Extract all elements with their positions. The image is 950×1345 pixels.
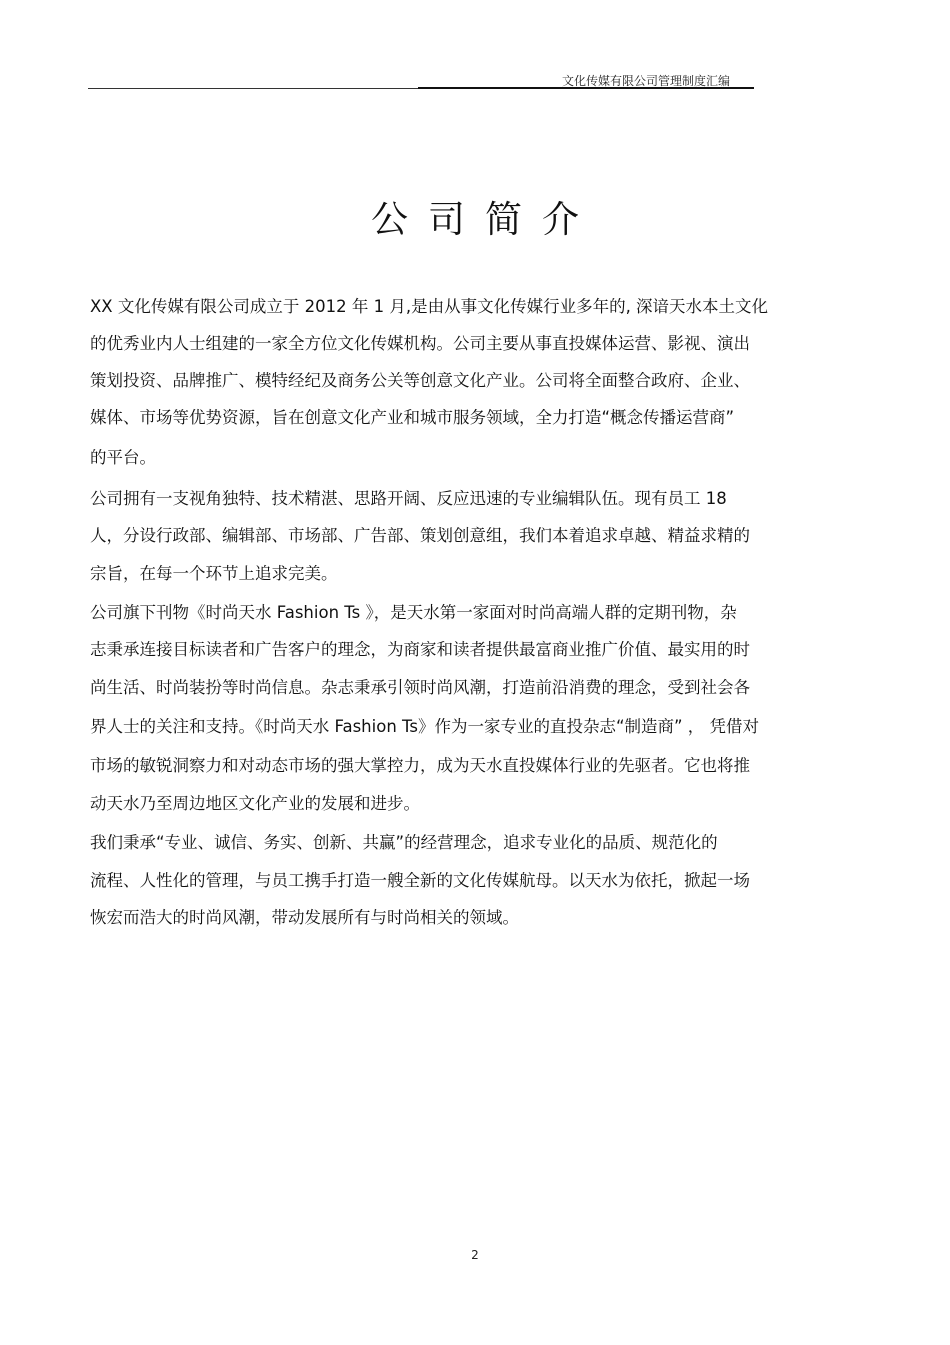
paragraph-4-line-3: 恢宏而浩大的时尚风潮，带动发展所有与时尚相关的领域。 <box>90 908 519 927</box>
paragraph-1-line-1: XX 文化传媒有限公司成立于 2012 年 1 月,是由从事文化传媒行业多年的, 深谙天水本土文化 <box>90 297 769 316</box>
paragraph-3-line-2: 志秉承连接目标读者和广告客户的理念，为商家和读者提供最富商业推广价值、最实用的时 <box>90 640 750 659</box>
paragraph-3-line-3: 尚生活、时尚装扮等时尚信息。杂志秉承引领时尚风潮，打造前沿消费的理念，受到社会各 <box>90 678 750 697</box>
paragraph-1-line-4: 媒体、市场等优势资源，旨在创意文化产业和城市服务领域，全力打造“概念传播运营商” <box>90 408 735 427</box>
paragraph-1-line-3: 策划投资、品牌推广、模特经纪及商务公关等创意文化产业。公司将全面整合政府、企业、 <box>90 371 750 390</box>
paragraph-3-line-6: 动天水乃至周边地区文化产业的发展和进步。 <box>90 794 420 813</box>
page-number: 2 <box>471 1248 479 1262</box>
paragraph-2-line-1: 公司拥有一支视角独特、技术精湛、思路开阔、反应迅速的专业编辑队伍。现有员工 18 <box>90 489 727 508</box>
paragraph-1-line-5: 的平台。 <box>90 448 156 467</box>
paragraph-2-line-2: 人，分设行政部、编辑部、市场部、广告部、策划创意组，我们本着追求卓越、精益求精的 <box>90 526 750 545</box>
paragraph-1-line-2: 的优秀业内人士组建的一家全方位文化传媒机构。公司主要从事直投媒体运营、影视、演出 <box>90 334 750 353</box>
paragraph-3-line-4: 界人士的关注和支持。《时尚天水 Fashion Ts》作为一家专业的直投杂志“制造商” ， 凭借对 <box>90 717 760 736</box>
page-header <box>88 70 754 90</box>
paragraph-2-line-3: 宗旨，在每一个环节上追求完美。 <box>90 564 338 583</box>
paragraph-3-line-1: 公司旗下刊物《时尚天水 Fashion Ts 》，是天水第一家面对时尚高端人群的定期刊物，杂 <box>90 603 737 622</box>
paragraph-3-line-5: 市场的敏锐洞察力和对动态市场的强大掌控力，成为天水直投媒体行业的先驱者。它也将推 <box>90 756 750 775</box>
header-title: 文化传媒有限公司管理制度汇编 <box>561 74 730 88</box>
paragraph-4-line-1: 我们秉承“专业、诚信、务实、创新、共赢”的经营理念，追求专业化的品质、规范化的 <box>90 833 718 852</box>
document-title: 公司简介 <box>371 198 599 241</box>
header-rule-accent <box>418 87 754 89</box>
paragraph-4-line-2: 流程、人性化的管理，与员工携手打造一艘全新的文化传媒航母。以天水为依托，掀起一场 <box>90 871 750 890</box>
